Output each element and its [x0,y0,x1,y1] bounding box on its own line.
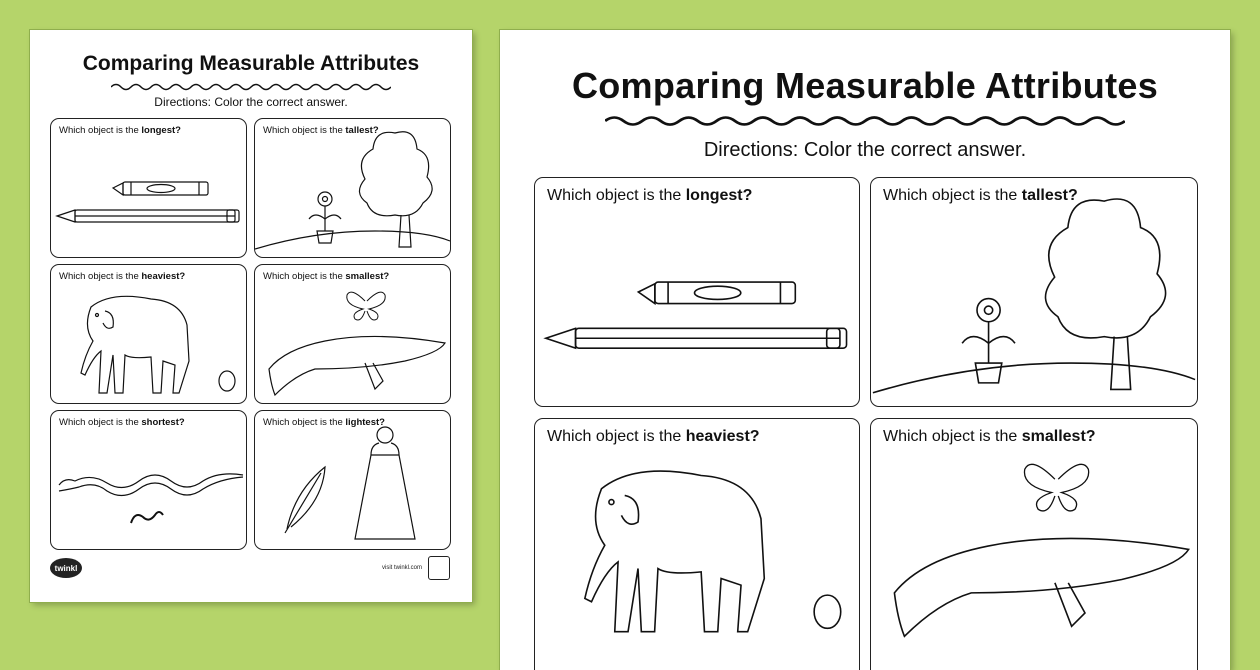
pencil-icon[interactable] [57,210,239,222]
elephant-icon[interactable] [585,471,764,632]
hill-line [873,363,1195,393]
crayon-icon[interactable] [113,182,208,195]
snake-icon[interactable] [59,474,243,496]
smallest-illustration-large [871,419,1197,670]
directions-text-large: Directions: Color the correct answer. [703,139,1027,161]
question-panel-smallest-large[interactable] [870,418,1198,670]
question-text: Which object is the tallest? [883,187,1078,204]
whale-icon[interactable] [894,538,1188,636]
tallest-illustration [255,119,450,257]
question-text: Which object is the smallest? [263,271,390,282]
question-panel-tallest[interactable] [254,118,451,258]
question-text: Which object is the heaviest? [547,428,760,445]
page-title-large: Comparing Measurable Attributes [571,65,1159,106]
question-panel-tallest-large[interactable] [870,177,1198,407]
question-text: Which object is the tallest? [263,125,379,136]
worksheet-thumbnail[interactable] [30,30,472,602]
tree-icon[interactable] [1046,199,1166,389]
egg-icon[interactable] [814,595,841,628]
question-panel-longest[interactable] [50,118,247,258]
badge-icon [428,556,450,580]
worksheet-zoom[interactable] [500,30,1230,670]
elephant-icon[interactable] [81,296,189,393]
question-text: Which object is the longest? [547,187,753,204]
question-panel-shortest[interactable] [50,410,247,550]
worm-icon[interactable] [131,512,163,523]
hill-line [255,231,450,249]
question-panel-longest-large[interactable] [534,177,860,407]
question-panel-smallest[interactable] [254,264,451,404]
egg-icon[interactable] [219,371,235,391]
heaviest-illustration [51,265,246,403]
page-title: Comparing Measurable Attributes [82,52,420,75]
whale-icon[interactable] [269,336,445,395]
shortest-illustration [51,411,246,549]
wavy-divider [111,82,391,92]
twinkl-logo: twinkl [50,558,82,578]
longest-illustration-large [535,178,859,406]
lightest-illustration [255,411,450,549]
feather-icon[interactable] [285,467,325,533]
question-text: Which object is the longest? [59,125,181,136]
question-text: Which object is the lightest? [263,417,385,428]
heaviest-illustration-large [535,419,859,670]
question-text: Which object is the shortest? [59,417,185,428]
weight-icon[interactable] [355,427,415,539]
tallest-illustration-large [871,178,1197,406]
crayon-icon[interactable] [638,282,795,303]
pencil-icon[interactable] [546,328,847,348]
question-text: Which object is the smallest? [883,428,1096,445]
question-text: Which object is the heaviest? [59,271,186,282]
question-panel-heaviest[interactable] [50,264,247,404]
footer-url: visit twinkl.com [382,565,423,571]
wavy-divider-large [605,114,1125,128]
question-panel-heaviest-large[interactable] [534,418,860,670]
smallest-illustration [255,265,450,403]
tree-icon[interactable] [359,132,432,247]
question-panel-lightest[interactable] [254,410,451,550]
longest-illustration [51,119,246,257]
butterfly-icon[interactable] [347,292,385,320]
directions-text: Directions: Color the correct answer. [154,95,348,109]
butterfly-icon[interactable] [1024,464,1088,511]
